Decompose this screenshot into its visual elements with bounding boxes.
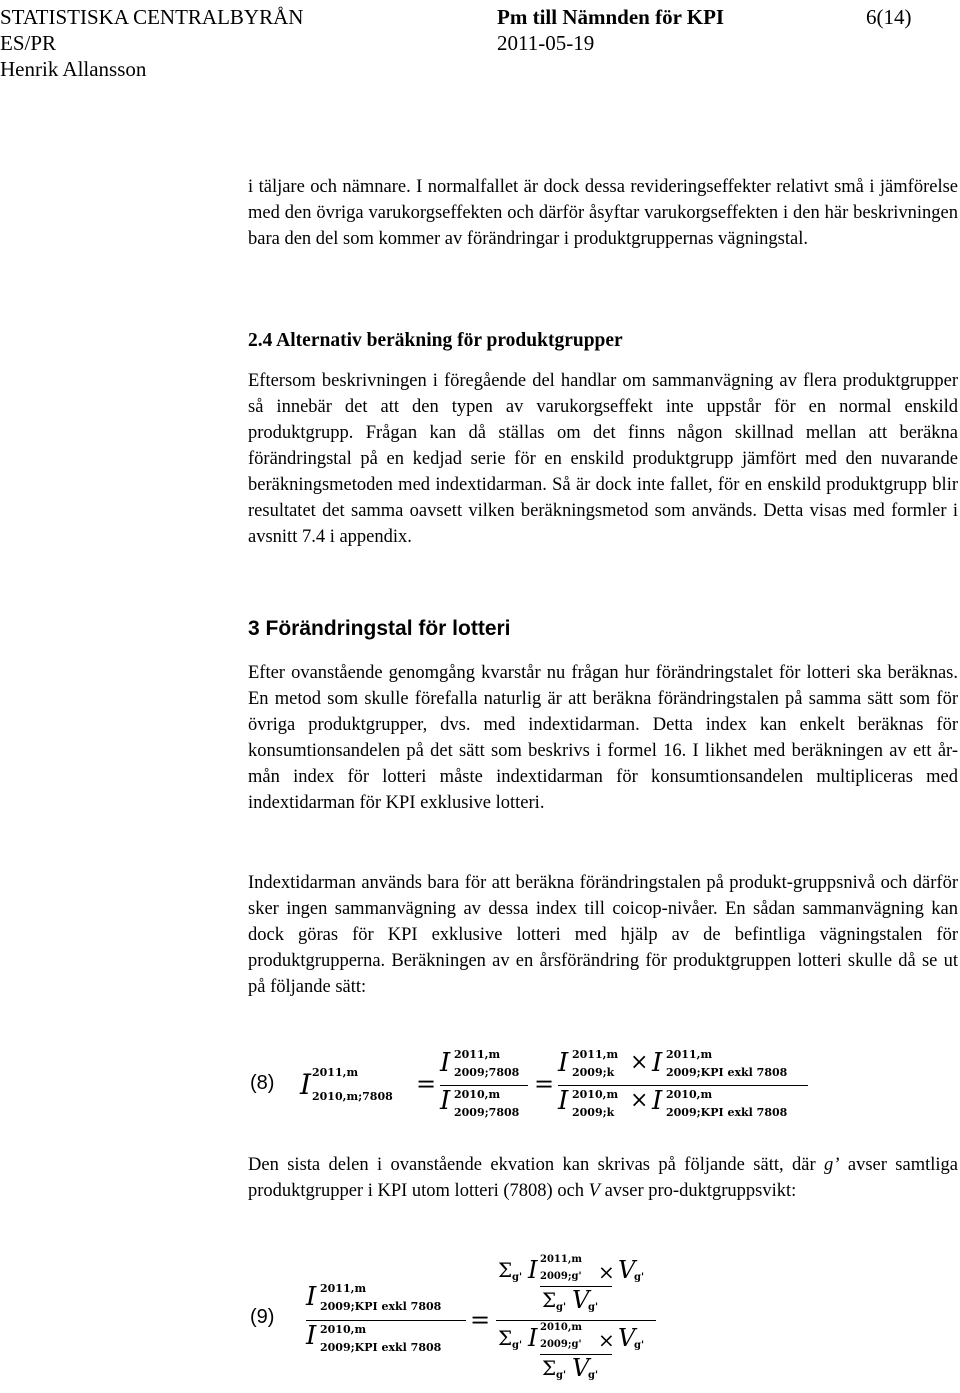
sub-g: g' — [512, 1340, 523, 1351]
index-symbol: I — [306, 1321, 317, 1351]
paragraph-2-text: Eftersom beskrivningen i föregående del handlar om sammanvägning av flera produktgrupper så innebär det att den typen av varukorgseffekt inte uppstår för en normal enskild produktgrupp. Frågan kan då ställas om det finns någon skillnad mellan att beräkna förändringstal på en kedjad serie för en enskild produktgrupp jämfört med den nuvarande beräkningsmetoden med indextidarman. Så är dock inte fallet, för en enskild produktgrupp blir resultatet det samma oavsett vilken beräkningsmetod som används. Detta visas med formler i avsnitt 7.4 i appendix. — [248, 371, 958, 547]
equation-8-lhs — [300, 1066, 393, 1103]
paragraph-4 — [248, 870, 958, 1000]
sub-g: g' — [634, 1272, 645, 1283]
paragraph-5 — [248, 1152, 958, 1204]
fraction-bar — [558, 1085, 808, 1086]
fraction-bar — [440, 1085, 528, 1086]
paragraph-5-text — [248, 1152, 958, 1204]
paragraph-4-text: Indextidarman används bara för att beräkna förändringstalen på produkt-gruppsnivå och därför sker ingen sammanvägning av dessa index till coicop-nivåer. En sådan sammanvägning kan dock göras för KPI exklusive lotteri med hjälp av de befintliga vägningstalen för produktgrupperna. Beräkningen av en årsförändring för produktgruppen lotteri skulle då se ut på följande sätt: — [248, 873, 958, 997]
header-page-number: 6(14) — [866, 5, 912, 29]
sup-2010m: 2010,m — [540, 1322, 582, 1333]
sub-2009g: 2009;g' — [540, 1339, 582, 1350]
times-symbol: × — [630, 1088, 649, 1113]
sigma-symbol: Σ — [498, 1326, 513, 1350]
equals-2: = — [534, 1070, 555, 1098]
sup-2010m: 2010,m — [666, 1088, 713, 1101]
paragraph-3-text: Efter ovanstående genomgång kvarstår nu frågan hur förändringstalet för lotteri ska beräknas. En metod som skulle förefalla naturlig är att beräkna förändringstalen på samma sätt som för övriga produktgrupper, dvs. med indextidarman. Detta index kan enkelt beräknas för konsumtionsandelen på det sätt som beskrivs i formel 16. I likhet med beräkningen av ett år-mån index för lotteri måste indextidarman för konsumtionsandelen multipliceras med indextidarman för KPI exklusive lotteri. — [248, 663, 958, 813]
fraction-bar — [496, 1320, 656, 1321]
sup-2011m: 2011,m — [454, 1048, 501, 1061]
header-dept: ES/PR — [0, 31, 57, 55]
equation-9-rhs — [496, 1254, 656, 1390]
weight-symbol: V — [618, 1324, 636, 1352]
sub-20097808: 2009;7808 — [454, 1106, 520, 1119]
times-symbol: × — [598, 1328, 615, 1352]
sigma-symbol: Σ — [542, 1288, 557, 1312]
index-symbol: I — [528, 1324, 538, 1352]
weight-symbol: V — [618, 1256, 636, 1284]
index-symbol: I — [440, 1048, 451, 1078]
weight-symbol: V — [572, 1286, 590, 1314]
header-author: Henrik Allansson — [0, 57, 147, 81]
sub-2009kpi: 2009;KPI exkl 7808 — [320, 1300, 442, 1313]
sub-2009kpi: 2009;KPI exkl 7808 — [666, 1106, 788, 1119]
sup-2010m: 2010,m — [454, 1088, 501, 1101]
section-2-4-heading: 2.4 Alternativ beräkning för produktgrupper — [248, 330, 623, 351]
paragraph-2 — [248, 368, 958, 550]
sub-g: g' — [588, 1302, 599, 1313]
header-date: 2011-05-19 — [497, 31, 595, 55]
header-org: STATISTISKA CENTRALBYRÅN — [0, 5, 304, 29]
index-symbol: I — [558, 1086, 569, 1116]
sup-2011m: 2011,m — [540, 1254, 582, 1265]
variable-g: g’ — [824, 1155, 840, 1175]
sub-2009k: 2009;k — [572, 1066, 615, 1079]
sup-2011m: 2011,m — [666, 1048, 713, 1061]
paragraph-1 — [248, 174, 958, 252]
equals-3: = — [470, 1306, 491, 1334]
equation-8-label: (8) — [250, 1072, 275, 1094]
equation-8-frac1 — [440, 1048, 528, 1126]
sup-2011m: 2011,m — [320, 1282, 367, 1295]
sub-g: g' — [556, 1370, 567, 1381]
paragraph-5-part-c: avser pro-duktgruppsvikt: — [599, 1181, 797, 1201]
sub-2010m7808: 2010,m;7808 — [312, 1090, 393, 1103]
times-symbol: × — [598, 1260, 615, 1284]
sup-2011m: 2011,m — [312, 1066, 359, 1079]
index-symbol: I — [306, 1282, 317, 1312]
sub-20097808: 2009;7808 — [454, 1066, 520, 1079]
section-3-heading: 3 Förändringstal för lotteri — [248, 617, 511, 640]
sigma-symbol: Σ — [498, 1258, 513, 1282]
sub-g: g' — [512, 1272, 523, 1283]
sub-2009g: 2009;g' — [540, 1271, 582, 1282]
sup-2010m: 2010,m — [572, 1088, 619, 1101]
index-symbol: I — [652, 1048, 663, 1078]
times-symbol: × — [630, 1050, 649, 1075]
variable-V: V — [588, 1181, 600, 1201]
equation-9-lhs — [306, 1282, 468, 1362]
paragraph-5-part-b: avser samtliga produktgrupper i KPI utom lotteri (7808) och — [248, 1155, 958, 1201]
index-symbol: I — [440, 1086, 451, 1116]
paragraph-3 — [248, 660, 958, 816]
sub-g: g' — [634, 1340, 645, 1351]
sub-2009kpi: 2009;KPI exkl 7808 — [320, 1341, 442, 1354]
equation-9-label: (9) — [250, 1306, 275, 1328]
sub-2009k: 2009;k — [572, 1106, 615, 1119]
equals-1: = — [416, 1070, 437, 1098]
index-symbol: I — [528, 1256, 538, 1284]
header-doc-title: Pm till Nämnden för KPI — [497, 5, 725, 29]
index-symbol: I — [558, 1048, 569, 1078]
sigma-symbol: Σ — [542, 1356, 557, 1380]
fraction-bar — [306, 1320, 466, 1321]
index-symbol: I — [652, 1086, 663, 1116]
index-symbol: I — [300, 1068, 312, 1101]
paragraph-5-part-a: Den sista delen i ovanstående ekvation kan skrivas på följande sätt, där — [248, 1155, 825, 1175]
sup-2011m: 2011,m — [572, 1048, 619, 1061]
sub-g: g' — [556, 1302, 567, 1313]
sub-g: g' — [588, 1370, 599, 1381]
paragraph-1-text: i täljare och nämnare. I normalfallet är dock dessa revideringseffekter relativt små i jämförelse med den övriga varukorgseffekten och därför åsyftar varukorgseffekten i den här beskrivningen bara den del som kommer av förändringar i produktgruppernas vägningstal. — [248, 177, 958, 249]
weight-symbol: V — [572, 1354, 590, 1382]
sup-2010m: 2010,m — [320, 1323, 367, 1336]
sub-2009kpi: 2009;KPI exkl 7808 — [666, 1066, 788, 1079]
equation-8-frac2 — [558, 1048, 808, 1126]
